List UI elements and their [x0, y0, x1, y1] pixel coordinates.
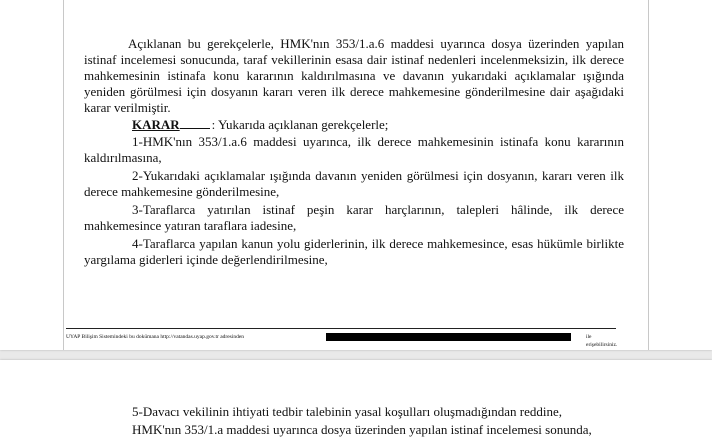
page-footer — [66, 333, 618, 348]
redacted-code-box — [326, 333, 571, 341]
karar-underline — [180, 118, 210, 129]
page-left-edge — [63, 0, 64, 350]
footer-divider — [66, 328, 616, 329]
footer-right-text: ile erişebilirsiniz. — [586, 334, 618, 348]
decision-item-5 — [84, 404, 624, 420]
decision-item-2: 2-Yukarıdaki açıklamalar ışığında davanın yeniden görülmesi için dosyanın, kararı veren ilk derece mahkemesine gönderilmesine, — [84, 168, 624, 199]
karar-text: : Yukarıda açıklanan gerekçelerle; — [211, 117, 389, 132]
decision-item-5-text: 5-Davacı vekilinin ihtiyati tedbir talebinin yasal koşulları oluşmadığından reddine, — [132, 404, 562, 419]
decision-item-1: 1-HMK'nın 353/1.a.6 maddesi uyarınca, ilk derece mahkemesinin istinafa konu kararının kaldırılmasına, — [84, 134, 624, 165]
karar-label: KARAR — [132, 117, 180, 132]
karar-heading — [132, 117, 388, 133]
page-right-edge — [648, 0, 649, 350]
intro-paragraph: Açıklanan bu gerekçelerle, HMK'nın 353/1.a.6 maddesi uyarınca dosya üzerinden yapılan istinaf incelemesi sonucunda, taraf vekillerinin esasa dair istinaf nedenleri incelenmeksizin, ilk derece mahkemesinin istinafa konu kararının kaldırılmasına ve davanın yukarıdaki açıklamalar ışığında yeniden görülmesi için dosyanın kararı veren ilk derece mahkemesine gönderilmesine dair aşağıdaki karar verilmiştir. — [84, 36, 624, 115]
footer-left-text: UYAP Bilişim Sistemindeki bu dokümana http://vatandas.uyap.gov.tr adresinden — [66, 334, 245, 340]
page2-paragraph-start: HMK'nın 353/1.a maddesi uyarınca dosya üzerinden yapılan istinaf incelemesi sonunda, — [132, 422, 592, 437]
decision-item-3: 3-Taraflarca yatırılan istinaf peşin karar harçlarının, talepleri hâlinde, ilk derece mahkemesince yatıran taraflara iadesine, — [84, 202, 624, 233]
decision-item-4: 4-Taraflarca yapılan kanun yolu giderlerinin, ilk derece mahkemesince, esas hükümle birlikte yargılama giderleri içinde değerlendirilmesine, — [84, 236, 624, 267]
